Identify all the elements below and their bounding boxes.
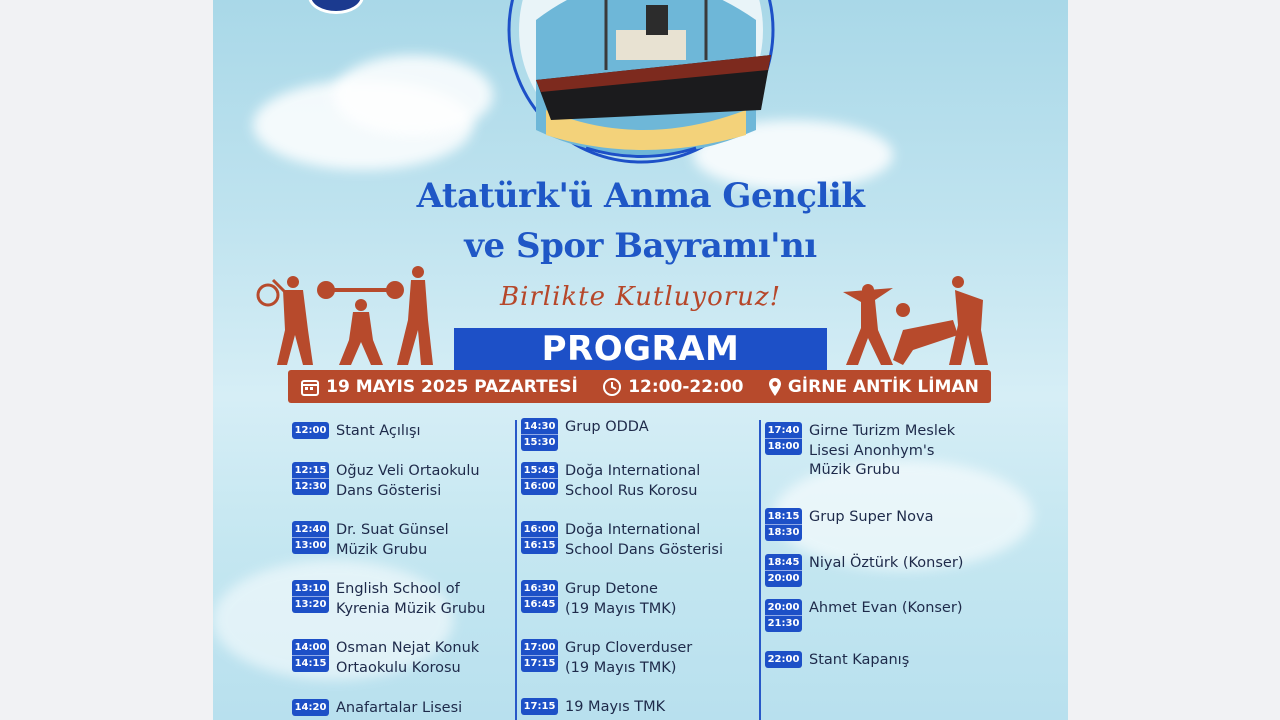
time-badge: 17:15 <box>521 698 558 715</box>
schedule-item <box>292 699 462 719</box>
schedule-item <box>521 418 649 451</box>
time-badge: 14:20 <box>292 699 329 716</box>
schedule-item <box>521 521 723 560</box>
schedule-text: Dr. Suat Günsel Müzik Grubu <box>336 522 449 558</box>
date-text: 19 MAYIS 2025 PAZARTESİ <box>326 376 578 397</box>
schedule-text: Niyal Öztürk (Konser) <box>809 555 964 571</box>
time-badge: 18:45 20:00 <box>765 554 802 587</box>
location-text: GİRNE ANTİK LİMAN <box>787 376 979 397</box>
schedule-text: Grup Cloverduser (19 Mayıs TMK) <box>565 640 693 676</box>
schedule-text: Stant Kapanış <box>809 652 910 668</box>
schedule-item <box>292 580 485 619</box>
time-text: 12:00-22:00 <box>628 376 744 397</box>
schedule-text: Oğuz Veli Ortaokulu Dans Gösterisi <box>336 463 480 499</box>
column-divider <box>759 420 761 720</box>
location-pin-icon <box>768 377 782 397</box>
calendar-icon <box>300 377 320 397</box>
schedule-item <box>765 651 909 671</box>
schedule-text: 19 Mayıs TMK <box>565 699 666 715</box>
time-badge: 15:45 16:00 <box>521 462 558 495</box>
schedule-text: Stant Açılışı <box>336 423 421 439</box>
schedule-text: Grup Detone (19 Mayıs TMK) <box>565 581 677 617</box>
script-subtitle: Birlikte Kutluyoruz! <box>499 282 782 312</box>
time-badge: 20:00 21:30 <box>765 599 802 632</box>
clock-icon <box>602 377 622 397</box>
date-info <box>300 377 578 397</box>
schedule-item <box>292 639 479 678</box>
schedule-text: Girne Turizm Meslek Lisesi Anonhym's Müzik Grubu <box>809 423 956 478</box>
program-header: PROGRAM <box>454 328 827 370</box>
time-badge: 22:00 <box>765 651 802 668</box>
ship-emblem <box>496 0 786 170</box>
schedule-text: Grup ODDA <box>565 419 649 435</box>
event-poster <box>213 0 1068 720</box>
schedule-text: Doğa International School Rus Korosu <box>565 463 701 499</box>
time-badge: 16:00 16:15 <box>521 521 558 554</box>
schedule-item <box>292 422 421 442</box>
time-badge: 12:40 13:00 <box>292 521 329 554</box>
time-badge: 17:00 17:15 <box>521 639 558 672</box>
schedule-item <box>765 508 933 541</box>
event-info-bar <box>288 370 991 403</box>
time-badge: 17:40 18:00 <box>765 422 802 455</box>
schedule-text: Doğa International School Dans Gösterisi <box>565 522 723 558</box>
schedule-text: Anafartalar Lisesi <box>336 700 463 716</box>
schedule-item <box>521 580 676 619</box>
municipality-logo <box>308 0 364 14</box>
time-info <box>602 377 743 397</box>
schedule-text: Osman Nejat Konuk Ortaokulu Korosu <box>336 640 480 676</box>
time-badge: 14:00 14:15 <box>292 639 329 672</box>
schedule-item <box>765 422 955 481</box>
schedule-item <box>292 521 449 560</box>
time-badge: 18:15 18:30 <box>765 508 802 541</box>
location-info <box>768 377 979 397</box>
title-line-1: Atatürk'ü Anma Gençlik <box>416 176 865 216</box>
schedule-item <box>521 462 700 501</box>
time-badge: 13:10 13:20 <box>292 580 329 613</box>
schedule-item <box>521 698 665 718</box>
cloud <box>333 55 493 135</box>
schedule-text: English School of Kyrenia Müzik Grubu <box>336 581 486 617</box>
time-badge: 16:30 16:45 <box>521 580 558 613</box>
column-divider <box>515 420 517 720</box>
time-badge: 12:00 <box>292 422 329 439</box>
schedule-item <box>765 599 962 632</box>
schedule-text: Grup Super Nova <box>809 509 934 525</box>
time-badge: 12:15 12:30 <box>292 462 329 495</box>
schedule-item <box>292 462 480 501</box>
schedule-item <box>765 554 963 587</box>
title-line-2: ve Spor Bayramı'nı <box>464 226 817 266</box>
schedule-item <box>521 639 692 678</box>
schedule-text: Ahmet Evan (Konser) <box>809 600 963 616</box>
time-badge: 14:30 15:30 <box>521 418 558 451</box>
